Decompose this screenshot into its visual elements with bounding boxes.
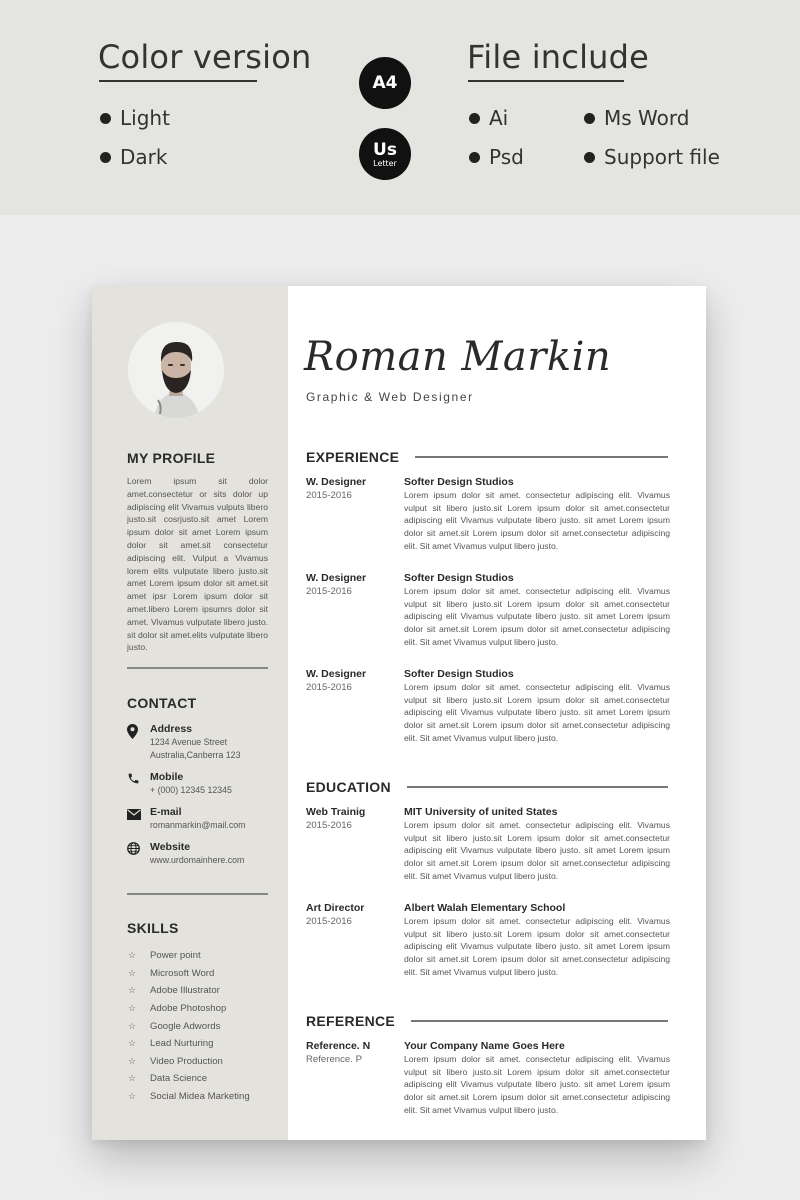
resume-page: MY PROFILE Lorem ipsum sit dolor amet.consectetur or sits dolor up adipiscing elit Vivamus vulputs libero justo.sit cosrjusto.sit amet Lorem ipsum dolor sit amet Lorem ipsum dolor sit amet.sit consectetur adipiscing elit. Vulput a Vivamus lorem elits vulputate libero justo.sit amet Lorem ipsum dolor sit amet.sit amet ipsr Lorem ipsum dolor sit amet.libero Lorem ipsumrs dolor sit amet. Vivamus vulputate libero justo. sit dolor sit amet.elits vulputate libero justo. CONTACT Address 1234 Avenue Street Australia,Canberra 123 Mobile + (000) 12345 12345 E-mail romanmarkin@mail.com Website www.urdomainhere.com SKILLS ☆ Power point ☆ Microsoft Word ☆ Adobe Illustrator ☆ Adobe Photoshop ☆ Google Adwords ☆ Lead Nurturing ☆ Video Production ☆ Data Science ☆ Social Midea Marketing Roman Markin Graphic & Web Designer EXPERIENCE W. Designer 2015-2016 Softer Design Studios Lorem ipsum dolor sit amet. consectetur adipiscing elit. Vivamus vulput sit libero justo.sit Lorem ipsum dolor sit amet.consectetur adipiscing elit Vivamus vulputate libero justo. sit amet Lorem ipsum dolor sit amet.sit Lorem ipsum dolor sit amet.consectetur adipiscing elit. Sit amet Vivamus vulput libero justo. W. Designer 2015-2016 Softer Design Studios Lorem ipsum dolor sit amet. consectetur adipiscing elit. Vivamus vulput sit libero justo.sit Lorem ipsum dolor sit amet.consectetur adipiscing elit Vivamus vulputate libero justo. sit amet Lorem ipsum dolor sit amet.sit Lorem ipsum dolor sit amet.consectetur adipiscing elit. Sit amet Vivamus vulput libero justo. W. Designer 2015-2016 Softer Design Studios Lorem ipsum dolor sit amet. consectetur adipiscing elit. Vivamus vulput sit libero justo.sit Lorem ipsum dolor sit amet.consectetur adipiscing elit Vivamus vulputate libero justo. sit amet Lorem ipsum dolor sit amet.sit Lorem ipsum dolor sit amet.consectetur adipiscing elit. Sit amet Vivamus vulput libero justo. EDUCATION Web Trainig 2015-2016 MIT University of united States Lorem ipsum dolor sit amet. consectetur adipiscing elit. Vivamus vulput sit libero justo.sit Lorem ipsum dolor sit amet.consectetur adipiscing elit Vivamus vulputate libero justo. sit amet Lorem ipsum dolor sit amet.sit Lorem ipsum dolor sit amet.consectetur adipiscing elit. Sit amet Vivamus vulput libero justo. Art Director 2015-2016 Albert Walah Elementary School Lorem ipsum dolor sit amet. consectetur adipiscing elit. Vivamus vulput sit libero justo.sit Lorem ipsum dolor sit amet.consectetur adipiscing elit Vivamus vulputate libero justo. sit amet Lorem ipsum dolor sit amet.sit Lorem ipsum dolor sit amet.consectetur adipiscing elit. Sit amet Vivamus vulput libero justo. REFERENCE Reference. N Reference. P Your Company Name Goes Here Lorem ipsum dolor sit amet. consectetur adipiscing elit. Vivamus vulput sit libero justo.sit Lorem ipsum dolor sit amet.consectetur adipiscing elit Vivamus vulputate libero justo. sit amet Lorem ipsum dolor sit amet.sit Lorem ipsum dolor sit amet.consectetur adipiscing elit. Sit amet Vivamus vulput libero justo.: [92, 286, 706, 1140]
contact-email: E-mail romanmarkin@mail.com: [127, 806, 277, 832]
bullet-icon: [584, 152, 595, 163]
skills-list: [128, 947, 278, 1105]
skill-item: ☆ Social Midea Marketing: [128, 1091, 250, 1103]
sidebar-divider: [127, 893, 268, 895]
skill-item: ☆ Google Adwords: [128, 1020, 221, 1032]
star-icon: ☆: [128, 985, 137, 996]
star-icon: ☆: [128, 1003, 137, 1014]
location-pin-icon: [127, 724, 143, 761]
bullet-icon: [469, 152, 480, 163]
color-version-underline: [99, 80, 257, 82]
sidebar-divider: [127, 667, 268, 669]
star-icon: ☆: [128, 1073, 137, 1084]
education-section-header: [306, 779, 668, 795]
color-version-heading: Color version: [98, 38, 312, 76]
portrait-photo: [128, 322, 224, 418]
section-rule: [415, 456, 668, 458]
bullet-icon: [100, 113, 111, 124]
bullet-icon: [584, 113, 595, 124]
contact-heading: CONTACT: [127, 695, 197, 711]
file-include-heading: File include: [467, 38, 650, 76]
a4-badge: A4: [359, 57, 411, 109]
file-support: Support file: [584, 145, 720, 169]
skill-item: ☆ Data Science: [128, 1073, 208, 1085]
star-icon: ☆: [128, 1038, 137, 1049]
bullet-icon: [100, 152, 111, 163]
skill-item: ☆ Video Production: [128, 1055, 223, 1067]
skills-heading: SKILLS: [127, 920, 179, 936]
section-rule: [411, 1020, 668, 1022]
star-icon: ☆: [128, 950, 137, 961]
color-option-dark: Dark: [100, 145, 167, 169]
feature-banner: [0, 0, 800, 215]
education-heading: EDUCATION: [306, 779, 391, 795]
contact-website: Website www.urdomainhere.com: [127, 841, 277, 867]
reference-heading: REFERENCE: [306, 1013, 396, 1029]
skill-item: ☆ Lead Nurturing: [128, 1038, 214, 1050]
envelope-icon: [127, 807, 143, 832]
resume-role: Graphic & Web Designer: [306, 390, 474, 404]
us-letter-badge: Us Letter: [359, 128, 411, 180]
avatar: [128, 322, 224, 418]
phone-icon: [127, 772, 143, 797]
color-option-light: Light: [100, 106, 170, 130]
contact-mobile: Mobile + (000) 12345 12345: [127, 771, 277, 797]
star-icon: ☆: [128, 1091, 137, 1102]
profile-heading: MY PROFILE: [127, 450, 216, 466]
experience-heading: EXPERIENCE: [306, 449, 400, 465]
file-psd: Psd: [469, 145, 524, 169]
star-icon: ☆: [128, 1055, 137, 1066]
resume-name: Roman Markin: [304, 334, 612, 380]
experience-section-header: [306, 449, 668, 465]
skill-item: ☆ Adobe Photoshop: [128, 1003, 227, 1015]
skill-item: ☆ Adobe Illustrator: [128, 985, 220, 997]
contact-address: Address 1234 Avenue Street Australia,Canberra 123: [127, 723, 277, 761]
file-ai: Ai: [469, 106, 508, 130]
reference-section-header: [306, 1013, 668, 1029]
section-rule: [407, 786, 668, 788]
globe-icon: [127, 842, 143, 867]
star-icon: ☆: [128, 1020, 137, 1031]
file-include-underline: [468, 80, 624, 82]
bullet-icon: [469, 113, 480, 124]
file-ms-word: Ms Word: [584, 106, 689, 130]
star-icon: ☆: [128, 967, 137, 978]
profile-text: Lorem ipsum sit dolor amet.consectetur or sits dolor up adipiscing elit Vivamus vulputs libero justo.sit cosrjusto.sit amet Lorem ipsum dolor sit amet Lorem ipsum dolor sit amet.sit consectetur adipiscing elit. Vulput a Vivamus lorem elits vulputate libero justo.sit amet Lorem ipsum dolor sit amet.sit amet ipsr Lorem ipsum dolor sit amet.libero Lorem ipsumrs dolor sit amet. Vivamus vulputate libero justo. sit dolor sit amet.elits vulputate libero justo.: [127, 476, 268, 653]
skill-item: ☆ Power point: [128, 950, 201, 962]
skill-item: ☆ Microsoft Word: [128, 967, 215, 979]
